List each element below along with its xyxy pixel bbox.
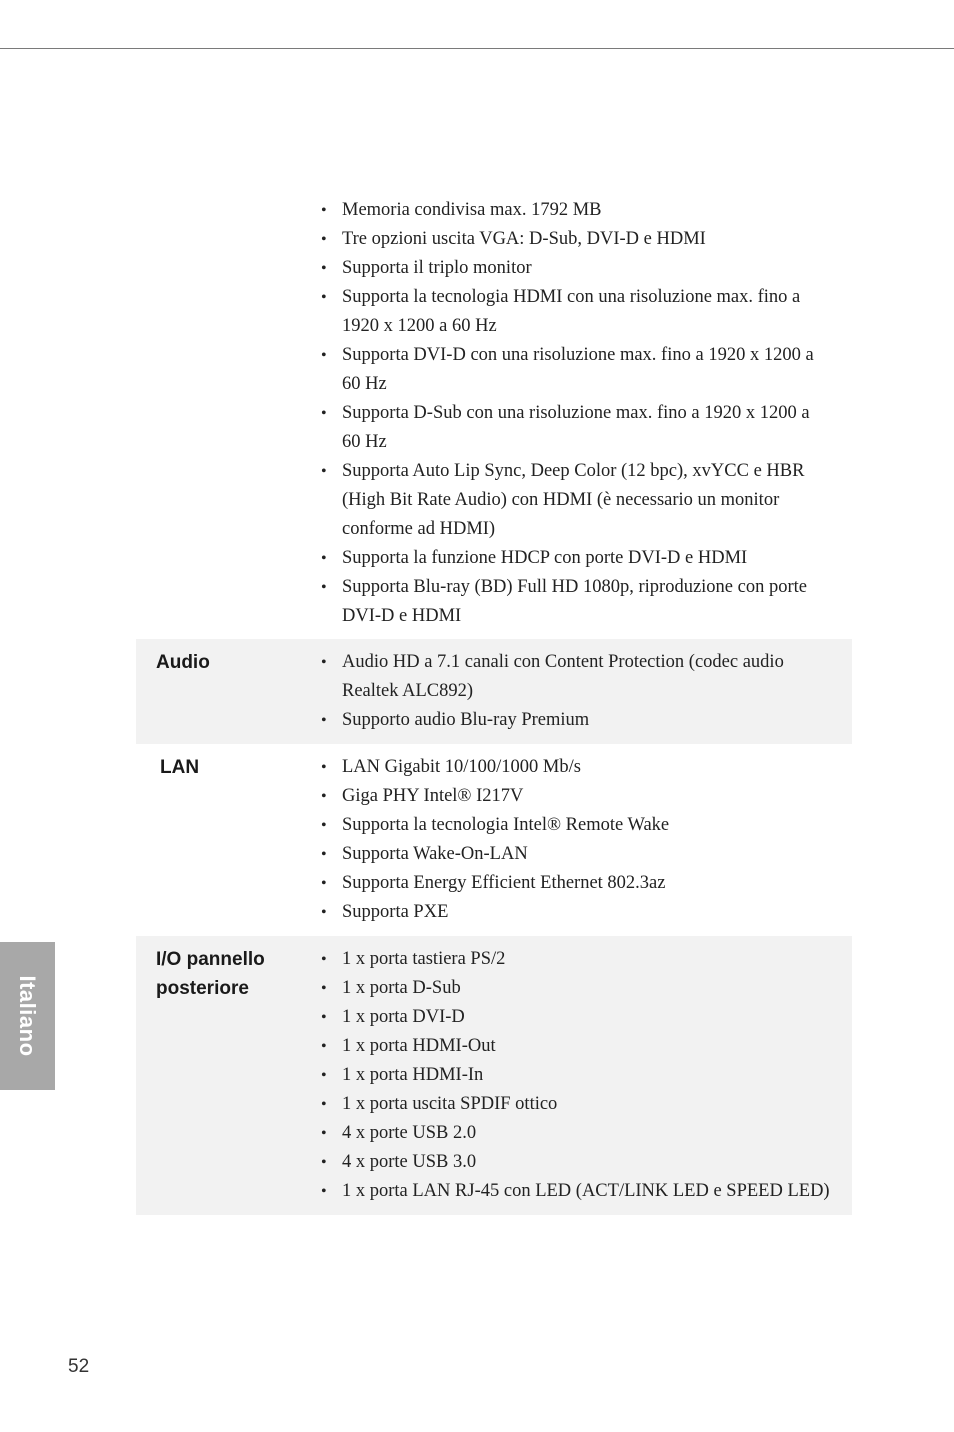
- list-item: • 1 x porta tastiera PS/2: [307, 945, 832, 974]
- spec-row-graphics: [136, 196, 852, 639]
- list-item: • Supporta DVI-D con una risoluzione max. fino a 1920 x 1200 a 60 Hz: [307, 341, 832, 399]
- list-item: • 1 x porta D-Sub: [307, 974, 832, 1003]
- list-item: • Supporto audio Blu-ray Premium: [307, 706, 832, 735]
- list-item: • Memoria condivisa max. 1792 MB: [307, 196, 832, 225]
- spec-table: [136, 196, 852, 1215]
- list-item: • 1 x porta HDMI-In: [307, 1061, 832, 1090]
- list-item: • 1 x porta HDMI-Out: [307, 1032, 832, 1061]
- list-item: • Giga PHY Intel® I217V: [307, 782, 832, 811]
- spec-label-graphics: [136, 196, 307, 631]
- spec-row-audio: [136, 639, 852, 744]
- list-item: • Supporta la tecnologia HDMI con una risoluzione max. fino a 1920 x 1200 a 60 Hz: [307, 283, 832, 341]
- spec-list-rear-io: [307, 945, 832, 1206]
- header-rule: [0, 48, 954, 49]
- list-item: • 4 x porte USB 2.0: [307, 1119, 832, 1148]
- language-side-tab: [0, 942, 55, 1090]
- list-item: • Supporta Blu-ray (BD) Full HD 1080p, riproduzione con porte DVI-D e HDMI: [307, 573, 832, 631]
- list-item: • Tre opzioni uscita VGA: D-Sub, DVI-D e HDMI: [307, 225, 832, 254]
- list-item: • 1 x porta DVI-D: [307, 1003, 832, 1032]
- list-item: • Supporta la tecnologia Intel® Remote Wake: [307, 811, 832, 840]
- spec-list-lan: [307, 753, 832, 927]
- list-item: • Supporta la funzione HDCP con porte DVI-D e HDMI: [307, 544, 832, 573]
- list-item: • Audio HD a 7.1 canali con Content Protection (codec audio Realtek ALC892): [307, 648, 832, 706]
- list-item: • Supporta Wake-On-LAN: [307, 840, 832, 869]
- spec-list-graphics: [307, 196, 832, 631]
- page-number: 52: [68, 1356, 90, 1377]
- language-tab-label: Italiano: [15, 975, 40, 1057]
- list-item: • 1 x porta LAN RJ-45 con LED (ACT/LINK LED e SPEED LED): [307, 1177, 832, 1206]
- spec-row-rear-io: [136, 936, 852, 1215]
- list-item: • 1 x porta uscita SPDIF ottico: [307, 1090, 832, 1119]
- list-item: • LAN Gigabit 10/100/1000 Mb/s: [307, 753, 832, 782]
- spec-row-lan: [136, 744, 852, 936]
- spec-label-lan: [136, 753, 307, 927]
- spec-label-text: Audio: [156, 652, 210, 673]
- list-item: • Supporta Auto Lip Sync, Deep Color (12 bpc), xvYCC e HBR (High Bit Rate Audio) con HDMI (è necessario un monitor conforme ad HDMI): [307, 457, 832, 544]
- list-item: • Supporta il triplo monitor: [307, 254, 832, 283]
- spec-label-audio: [136, 648, 307, 735]
- spec-label-text: LAN: [160, 757, 200, 778]
- list-item: • Supporta D-Sub con una risoluzione max. fino a 1920 x 1200 a 60 Hz: [307, 399, 832, 457]
- list-item: • Supporta Energy Efficient Ethernet 802.3az: [307, 869, 832, 898]
- spec-label-text: I/O pannello: [156, 949, 265, 970]
- list-item: • Supporta PXE: [307, 898, 832, 927]
- spec-label-text: posteriore: [156, 978, 249, 999]
- spec-label-rear-io: [136, 945, 307, 1206]
- spec-list-audio: [307, 648, 832, 735]
- list-item: • 4 x porte USB 3.0: [307, 1148, 832, 1177]
